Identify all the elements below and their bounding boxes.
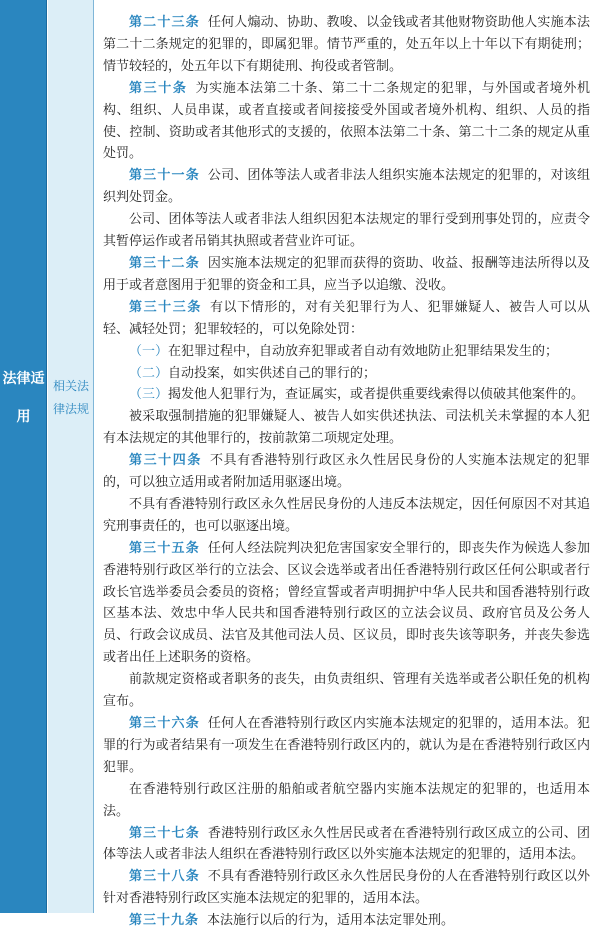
- item-number: （一）: [129, 343, 169, 359]
- article-paragraph: [103, 165, 590, 209]
- article-paragraph: [103, 12, 590, 78]
- article-number: 第三十五条: [129, 540, 200, 556]
- article-text: 前款规定资格或者职务的丧失，由负责组织、管理有关选举或者公职任免的机构宣布。: [103, 672, 590, 710]
- list-item: [103, 341, 590, 363]
- item-number: （二）: [129, 365, 169, 381]
- article-text: 不具有香港特别行政区永久性居民身份的人违反本法规定，因任何原因不对其追究刑事责任的，也可以驱逐出境。: [103, 496, 590, 534]
- section-sidebar: [0, 0, 47, 913]
- article-text: 任何人经法院判决犯危害国家安全罪行的，即丧失作为候选人参加香港特别行政区举行的立法会、区议会选举或者出任香港特别行政区任何公职或者行政长官选举委员会委员的资格；曾经宣誓或者声明拥护中华人民共和国香港特别行政区基本法、效忠中华人民共和国香港特别行政区的立法会议员、政府官员及公务人员、行政会议成员、法官及其他司法人员、区议员，即时丧失该等职务，并丧失参选或者出任上述职务的资格。: [103, 540, 590, 666]
- article-text: 公司、团体等法人或者非法人组织实施本法规定的犯罪的，对该组织判处罚金。: [103, 168, 590, 206]
- article-paragraph: [103, 297, 590, 341]
- subsection-title: 相关法律法规: [52, 379, 89, 416]
- article-paragraph: [103, 450, 590, 494]
- article-text: 为实施本法第二十条、第二十二条规定的犯罪，与外国或者境外机构、组织、人员串谋，或者直接或者间接接受外国或者境外机构、组织、人员的指使、控制、资助或者其他形式的支援的，依照本法第二十条、第二十二条的规定从重处罚。: [103, 80, 590, 162]
- article-number: 第三十三条: [129, 299, 202, 315]
- article-number: 第三十六条: [129, 716, 200, 731]
- item-text: 在犯罪过程中，自动放弃犯罪或者自动有效地防止犯罪结果发生的；: [168, 343, 559, 359]
- list-item: [103, 363, 590, 385]
- article-text: 因实施本法规定的犯罪而获得的资助、收益、报酬等违法所得以及用于或者意图用于犯罪的资金和工具，应当予以追缴、没收。: [103, 255, 590, 293]
- article-text: 香港特别行政区永久性居民或者在香港特别行政区成立的公司、团体等法人或者非法人组织在香港特别行政区以外实施本法规定的犯罪的，适用本法。: [103, 825, 590, 863]
- paragraph-group-1: [103, 12, 590, 341]
- article-paragraph: [103, 406, 590, 450]
- item-list: [103, 341, 590, 407]
- section-title: 法律适用: [2, 371, 45, 425]
- article-paragraph: [103, 538, 590, 669]
- article-paragraph: [103, 494, 590, 538]
- item-text: 自动投案，如实供述自己的罪行的；: [168, 365, 377, 381]
- article-paragraph: [103, 779, 590, 823]
- article-number: 第三十七条: [129, 825, 200, 841]
- article-number: 第三十九条: [129, 913, 200, 929]
- article-number: 第三十二条: [129, 255, 200, 271]
- article-paragraph: [103, 823, 590, 867]
- article-text: 任何人煽动、协助、教唆、以金钱或者其他财物资助他人实施本法第二十二条规定的犯罪的，即属犯罪。情节严重的，处五年以上十年以下有期徒刑；情节较轻的，处五年以下有期徒刑、拘役或者管制。: [103, 15, 590, 74]
- article-number: 第三十条: [129, 80, 188, 96]
- article-paragraph: [103, 713, 590, 779]
- article-text: 不具有香港特别行政区永久性居民身份的人实施本法规定的犯罪的，可以独立适用或者附加适用驱逐出境。: [103, 453, 590, 491]
- article-paragraph: [103, 253, 590, 297]
- article-text: 不具有香港特别行政区永久性居民身份的人在香港特别行政区以外针对香港特别行政区实施本法规定的犯罪的，适用本法。: [103, 869, 590, 907]
- article-text: 任何人在香港特别行政区内实施本法规定的犯罪的，适用本法。犯罪的行为或者结果有一项发生在香港特别行政区内的，就认为是在香港特别行政区内犯罪。: [103, 716, 590, 775]
- article-text: 有以下情形的，对有关犯罪行为人、犯罪嫌疑人、被告人可以从轻、减轻处罚；犯罪较轻的，可以免除处罚：: [103, 299, 590, 337]
- article-text: 被采取强制措施的犯罪嫌疑人、被告人如实供述执法、司法机关未掌握的本人犯有本法规定的其他罪行的，按前款第二项规定处理。: [103, 409, 590, 447]
- law-text-body: [103, 12, 590, 932]
- article-text: 公司、团体等法人或者非法人组织因犯本法规定的罪行受到刑事处罚的，应责令其暂停运作或者吊销其执照或者营业许可证。: [103, 212, 590, 250]
- article-paragraph: [103, 669, 590, 713]
- article-paragraph: [103, 866, 590, 910]
- article-paragraph: [103, 78, 590, 166]
- list-item: [103, 384, 590, 406]
- article-number: 第三十八条: [129, 869, 200, 885]
- article-number: 第三十四条: [129, 453, 202, 469]
- article-paragraph: [103, 910, 590, 932]
- item-number: （三）: [129, 387, 169, 403]
- article-number: 第二十三条: [129, 15, 200, 30]
- article-number: 第三十一条: [129, 168, 200, 184]
- article-text: 在香港特别行政区注册的船舶或者航空器内实施本法规定的犯罪的，也适用本法。: [103, 781, 590, 819]
- subsection-sidebar: [48, 0, 94, 913]
- article-paragraph: [103, 209, 590, 253]
- item-text: 揭发他人犯罪行为，查证属实，或者提供重要线索得以侦破其他案件的。: [168, 387, 585, 403]
- article-text: 本法施行以后的行为，适用本法定罪处刑。: [207, 913, 455, 929]
- paragraph-group-2: [103, 406, 590, 932]
